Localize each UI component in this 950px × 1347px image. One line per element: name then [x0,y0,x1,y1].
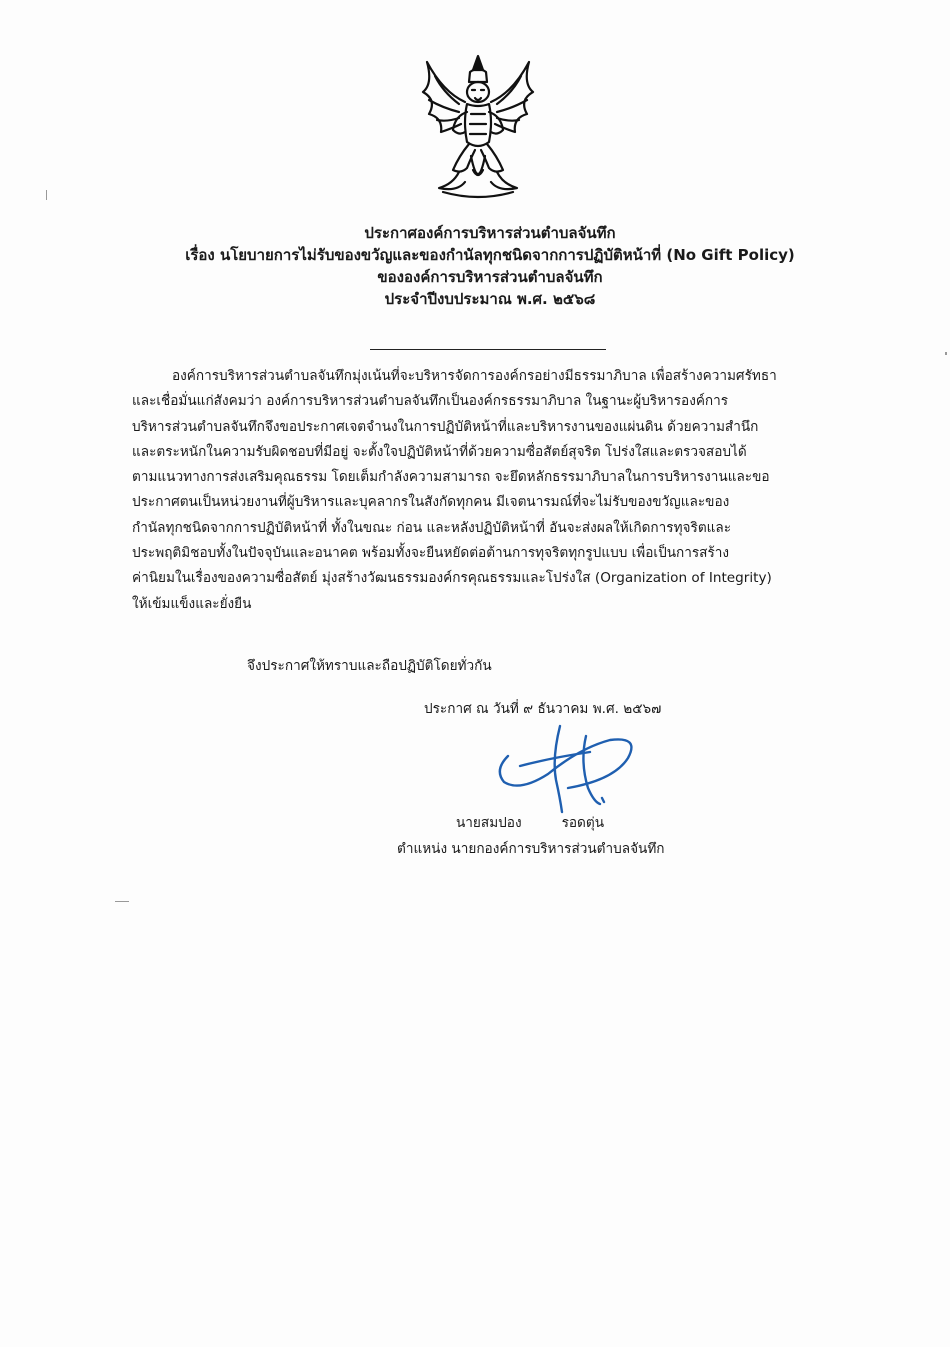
signer-first-name: นายสมปอง [456,815,522,831]
header-organization: ขององค์การบริหารส่วนตำบลจันทึก [377,268,603,286]
announcement-date: ประกาศ ณ วันที่ ๙ ธันวาคม พ.ศ. ๒๕๖๗ [424,701,662,717]
scan-speck [945,352,947,355]
body-line: และตระหนักในความรับผิดชอบที่มีอยู่ จะตั้งใจปฏิบัติหน้าที่ด้วยความซื่อสัตย์สุจริต โปร่งใสและตรวจสอบได้ [132,443,747,460]
body-line: ให้เข้มแข็งและยั่งยืน [132,595,252,612]
announcement-header [100,222,880,310]
body-line: และเชื่อมั่นแก่สังคมว่า องค์การบริหารส่วนตำบลจันทึกเป็นองค์กรธรรมาภิบาล ในฐานะผู้บริหารองค์การ [132,393,729,410]
body-line: ประกาศตนเป็นหน่วยงานที่ผู้บริหารและบุคลากรในสังกัดทุกคน มีเจตนารมณ์ที่จะไม่รับของขวัญและของ [132,494,730,511]
header-title: ประกาศองค์การบริหารส่วนตำบลจันทึก [364,224,616,242]
scan-speck [115,901,129,902]
body-line: ตามแนวทางการส่งเสริมคุณธรรม โดยเต็มกำลังความสามารถ จะยึดหลักธรรมาภิบาลในการบริหารงานและขอ [132,469,770,486]
signer-last-name: รอดตุ่น [561,815,605,831]
body-line: บริหารส่วนตำบลจันทึกจึงขอประกาศเจตจำนงในการปฏิบัติหน้าที่และบริหารงานของแผ่นดิน ด้วยความสำนึก [132,418,759,435]
garuda-emblem-icon [413,52,543,202]
closing-statement: จึงประกาศให้ทราบและถือปฏิบัติโดยทั่วกัน [247,658,492,674]
body-line: ค่านิยมในเรื่องของความซื่อสัตย์ มุ่งสร้างวัฒนธรรมองค์กรคุณธรรมและโปร่งใส (Organization of Integrity) [132,570,772,587]
body-line: ประพฤติมิชอบทั้งในปัจจุบันและอนาคต พร้อมทั้งจะยืนหยัดต่อต้านการทุจริตทุกรูปแบบ เพื่อเป็นการสร้าง [132,545,730,562]
signer-title: ตำแหน่ง นายกองค์การบริหารส่วนตำบลจันทึก [397,841,665,857]
header-fiscal-year: ประจำปีงบประมาณ พ.ศ. ๒๕๖๘ [384,290,596,308]
handwritten-signature [490,718,640,818]
body-line: องค์การบริหารส่วนตำบลจันทึกมุ่งเน้นที่จะบริหารจัดการองค์กรอย่างมีธรรมาภิบาล เพื่อสร้างความศรัทธา [172,368,777,384]
scan-speck [46,190,47,200]
header-divider [370,349,606,350]
announcement-body [132,364,872,617]
body-line: กำนัลทุกชนิดจากการปฏิบัติหน้าที่ ทั้งในขณะ ก่อน และหลังปฏิบัติหน้าที่ อันจะส่งผลให้เกิดการทุจริตและ [132,519,732,536]
header-subject: เรื่อง นโยบายการไม่รับของขวัญและของกำนัลทุกชนิดจากการปฏิบัติหน้าที่ (No Gift Policy) [185,246,795,264]
signer-name [456,811,604,833]
